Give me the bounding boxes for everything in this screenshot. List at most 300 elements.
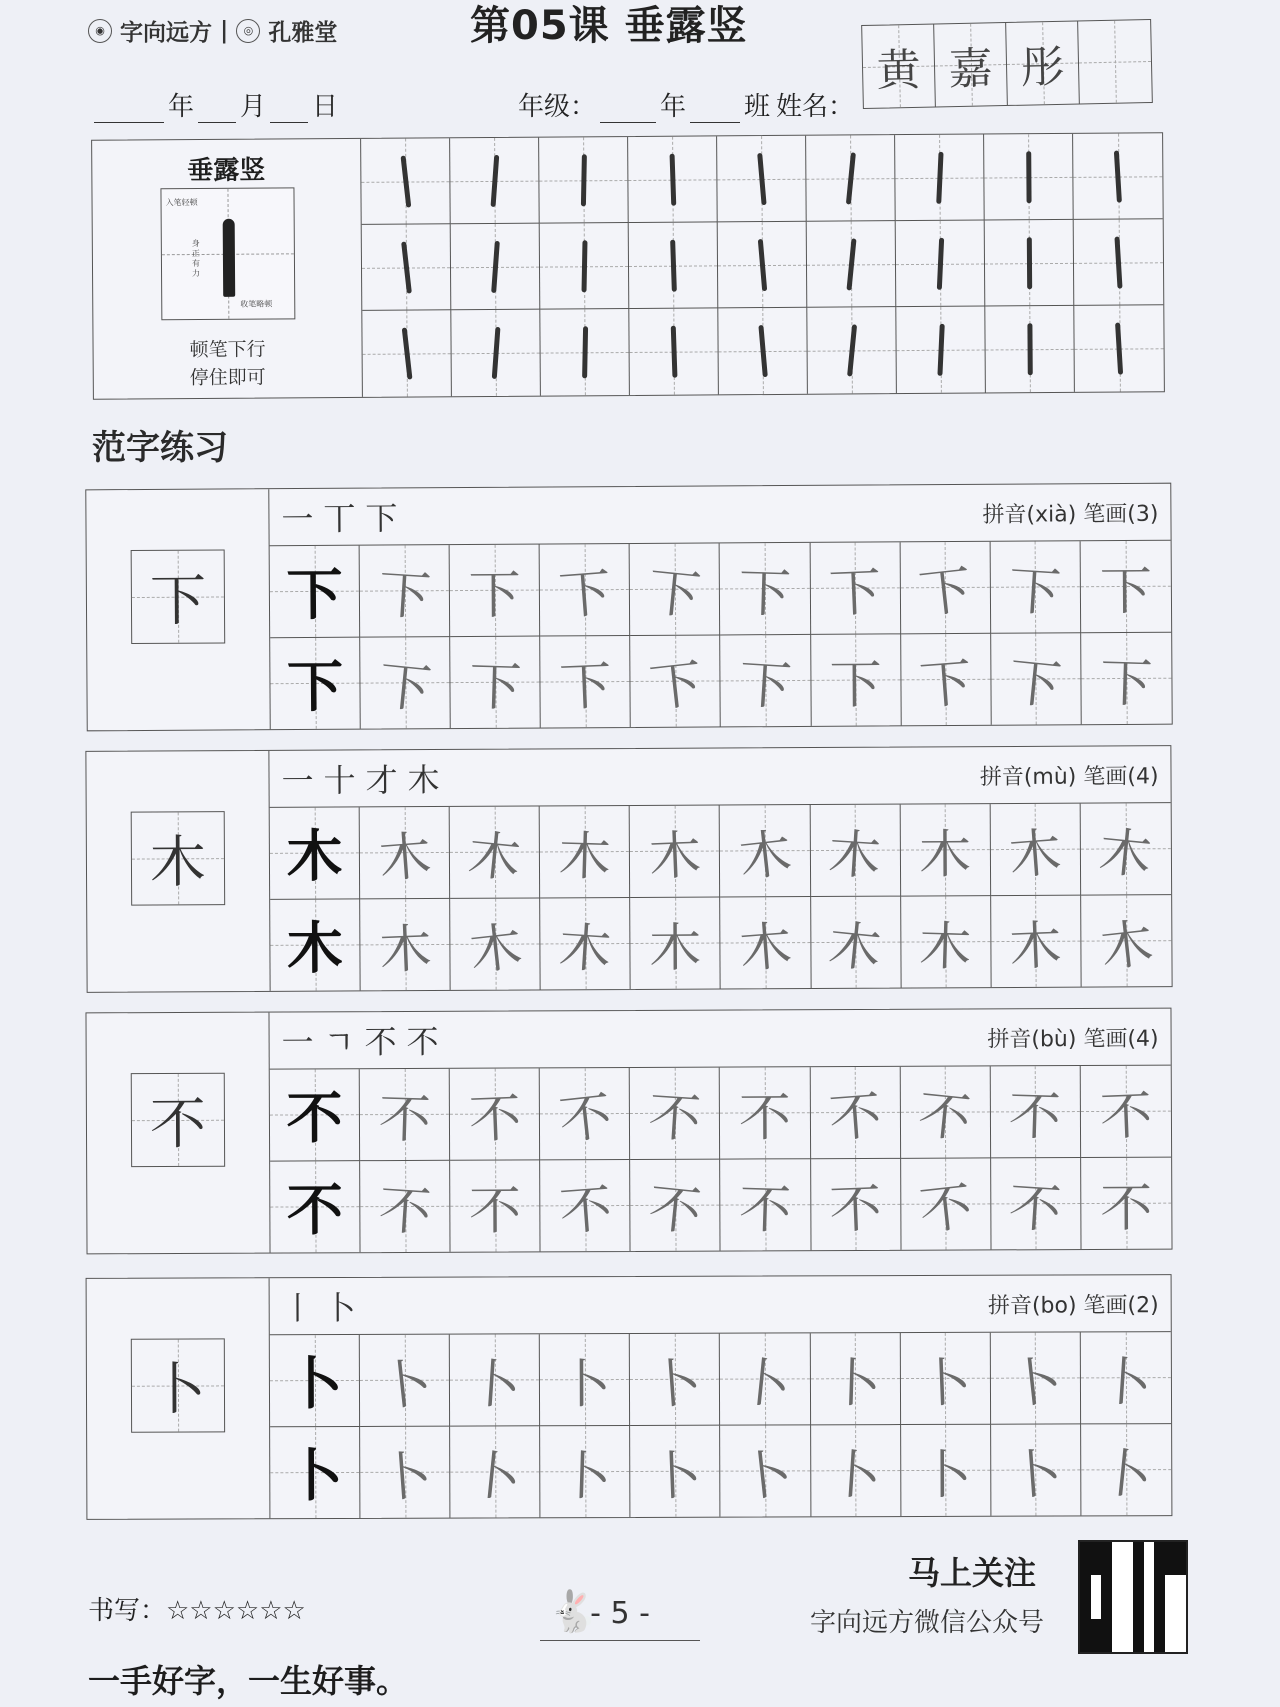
handwritten-character-cell[interactable] (540, 635, 631, 727)
rabbit-icon: 🐇 (548, 1589, 598, 1635)
handwritten-character: 不 (645, 1178, 704, 1243)
vertical-stroke-mark (937, 324, 944, 376)
handwritten-character: 下 (645, 562, 704, 627)
handwritten-character-cell[interactable] (450, 1426, 540, 1518)
handwritten-character-cell[interactable] (900, 542, 991, 634)
stroke-order: 一丅下 (281, 499, 408, 539)
handwritten-character-cell[interactable] (810, 1333, 900, 1425)
printed-character: 下 (286, 653, 344, 721)
handwritten-character-cell[interactable] (450, 1068, 541, 1160)
character-header (269, 746, 1170, 808)
stroke-practice-cell[interactable] (628, 136, 718, 223)
date-line (90, 86, 338, 123)
handwritten-character-cell[interactable] (1081, 803, 1172, 895)
handwritten-character-cell[interactable] (900, 1066, 991, 1158)
month-blank[interactable] (198, 96, 236, 123)
handwritten-character-cell[interactable] (901, 1424, 991, 1516)
vertical-stroke-mark (1114, 236, 1122, 288)
character-practice-block (85, 483, 1172, 732)
diagram-label: 身正有力 (191, 238, 201, 279)
brand-header (88, 14, 337, 47)
handwritten-character: 木 (1007, 822, 1064, 887)
year-label: 年 (168, 92, 195, 122)
handwritten-character-cell[interactable] (360, 898, 451, 990)
handwritten-character-cell[interactable] (360, 1426, 450, 1518)
stroke-practice-cell[interactable] (717, 136, 807, 223)
vertical-stroke-mark (936, 151, 943, 203)
handwritten-character: 下 (1099, 561, 1153, 622)
handwritten-character: 木 (919, 824, 972, 886)
year-blank[interactable] (94, 96, 164, 123)
handwritten-character: 下 (468, 565, 521, 626)
handwritten-character-cell[interactable] (811, 1158, 901, 1250)
handwritten-character: 卜 (919, 1445, 972, 1506)
handwritten-character-cell[interactable] (540, 1159, 630, 1251)
stroke-practice-cell[interactable] (361, 138, 451, 225)
class-label: 班 (744, 92, 771, 122)
handwritten-character: 卜 (1096, 1442, 1155, 1508)
handwritten-character-cell[interactable] (1081, 1424, 1171, 1516)
model-character-cell[interactable] (270, 899, 361, 991)
handwritten-character-cell[interactable] (811, 1425, 901, 1517)
pinyin-label: 拼音(bo) (987, 1292, 1077, 1319)
character-meta (987, 1021, 1158, 1053)
handwritten-character-cell[interactable] (360, 1335, 450, 1427)
character-meta (982, 496, 1158, 528)
character-practice-block (86, 1274, 1173, 1520)
handwritten-character-cell[interactable] (721, 634, 812, 726)
handwritten-character-cell[interactable] (900, 1333, 990, 1425)
model-column (86, 489, 270, 730)
handwritten-character: 卜 (376, 1352, 435, 1419)
stroke-practice-cell[interactable] (451, 224, 541, 311)
handwritten-character: 木 (649, 918, 702, 979)
handwritten-character-cell[interactable] (630, 1425, 720, 1517)
stroke-tip: 顿笔下行 停住即可 (189, 338, 266, 390)
handwritten-character: 不 (827, 1085, 884, 1150)
handwritten-character: 木 (826, 823, 883, 888)
character-header (269, 484, 1170, 547)
strokes-label: 笔画(2) (1083, 1292, 1159, 1318)
page-number: - 5 - (590, 1596, 650, 1631)
handwritten-character-cell[interactable] (360, 807, 451, 899)
handwritten-character: 下 (556, 563, 614, 627)
handwritten-character-cell[interactable] (360, 1069, 450, 1161)
handwritten-character: 卜 (736, 1443, 795, 1509)
handwritten-character: 下 (646, 653, 706, 720)
handwritten-character-cell[interactable] (631, 635, 722, 727)
model-character: 木 (149, 830, 207, 896)
character-grid[interactable] (270, 1066, 1172, 1253)
handwritten-character: 不 (917, 1176, 976, 1242)
stroke-practice-cell[interactable] (807, 221, 897, 308)
handwritten-character: 木 (736, 823, 795, 889)
model-character-box (131, 549, 226, 644)
model-character-box (131, 811, 225, 905)
stroke-practice-cell[interactable] (718, 222, 808, 309)
stroke-practice-cell[interactable] (806, 135, 896, 222)
printed-character: 木 (286, 823, 343, 891)
vertical-stroke-mark (1027, 323, 1032, 375)
handwritten-character: 卜 (647, 1352, 704, 1417)
handwritten-character: 下 (828, 562, 883, 625)
handwritten-character: 卜 (735, 1351, 794, 1417)
printed-character: 不 (286, 1177, 344, 1244)
printed-character: 下 (286, 562, 343, 629)
stroke-title: 垂露竖 (187, 155, 266, 187)
stroke-order: 丨卜 (281, 1288, 366, 1328)
name-cell[interactable]: 嘉 (934, 23, 1008, 106)
vertical-stroke-mark (758, 325, 767, 377)
model-character-cell[interactable] (270, 546, 361, 638)
write-rating: 书写：☆☆☆☆☆☆ (88, 1596, 306, 1626)
stroke-grid[interactable] (361, 133, 1164, 397)
class-line (518, 86, 854, 123)
model-character: 不 (149, 1091, 207, 1158)
stroke-practice-cell[interactable] (362, 310, 452, 397)
name-cell[interactable] (1078, 20, 1152, 103)
handwritten-character: 卜 (827, 1444, 883, 1508)
handwritten-character: 不 (1098, 1085, 1154, 1148)
vertical-stroke-mark (401, 327, 412, 379)
handwritten-character: 卜 (648, 1445, 703, 1508)
model-character-cell[interactable] (270, 1426, 360, 1518)
model-character-box (131, 1073, 225, 1167)
handwritten-character: 卜 (465, 1444, 524, 1510)
handwritten-character-cell[interactable] (991, 1158, 1081, 1250)
handwritten-character: 卜 (918, 1352, 973, 1415)
stroke-practice-cell[interactable] (807, 307, 897, 394)
vertical-stroke-mark (847, 324, 857, 376)
handwritten-character: 卜 (1007, 1443, 1065, 1508)
handwritten-character: 木 (1097, 913, 1157, 979)
handwritten-character: 木 (1008, 915, 1064, 978)
strokes-label: 笔画(3) (1083, 501, 1159, 527)
character-header (269, 1009, 1170, 1070)
handwritten-character: 木 (376, 826, 434, 890)
stroke-practice-cell[interactable] (896, 221, 986, 308)
handwritten-character-cell[interactable] (900, 804, 991, 896)
diagram-label: 入笔轻顿 (165, 198, 198, 208)
stroke-practice-cell[interactable] (629, 222, 719, 309)
stroke-practice-cell[interactable] (629, 308, 719, 395)
handwritten-character: 不 (646, 1086, 703, 1151)
lesson-title: 第05课 垂露竖 (470, 3, 748, 49)
name-grid[interactable] (861, 19, 1153, 109)
handwritten-character: 木 (737, 916, 795, 980)
brand-right: 孔雅堂 (268, 19, 338, 46)
strokes-label: 笔画(4) (1083, 1026, 1159, 1052)
brand-separator: | (220, 17, 229, 44)
handwritten-character-cell[interactable] (1081, 1332, 1171, 1424)
handwritten-character: 木 (918, 916, 973, 978)
handwritten-character-cell[interactable] (991, 895, 1082, 987)
handwritten-character-cell[interactable] (1080, 541, 1171, 633)
model-character-cell[interactable] (270, 1335, 360, 1427)
slogan: 一手好字，一生好事。 (88, 1662, 409, 1700)
handwritten-character-cell[interactable] (811, 634, 902, 726)
page-underline (540, 1640, 700, 1641)
handwritten-character: 不 (915, 1084, 974, 1150)
handwritten-character: 木 (557, 826, 612, 888)
character-meta (980, 759, 1159, 791)
handwritten-character: 卜 (466, 1353, 523, 1417)
model-column (86, 751, 270, 992)
stroke-practice-cell[interactable] (984, 134, 1074, 221)
handwritten-character-cell[interactable] (450, 898, 541, 990)
stroke-practice-cell[interactable] (539, 137, 629, 224)
handwritten-character-cell[interactable] (450, 636, 541, 728)
vertical-stroke-mark (490, 154, 499, 206)
handwritten-character-cell[interactable] (540, 1334, 630, 1426)
handwritten-character-cell[interactable] (901, 1158, 992, 1250)
handwritten-character-cell[interactable] (540, 544, 631, 636)
handwritten-character-cell[interactable] (450, 1334, 540, 1426)
handwritten-character: 不 (468, 1181, 522, 1242)
handwritten-character: 下 (558, 655, 613, 719)
handwritten-character: 不 (376, 1180, 433, 1244)
vertical-stroke-mark (1026, 151, 1031, 203)
handwritten-character-cell[interactable] (540, 1425, 630, 1517)
printed-character: 卜 (286, 1443, 343, 1510)
printed-character: 卜 (286, 1351, 343, 1418)
handwritten-character-cell[interactable] (360, 637, 451, 729)
handwritten-character: 下 (737, 563, 792, 625)
handwritten-character: 木 (826, 915, 884, 980)
stroke-practice-cell[interactable] (895, 135, 985, 222)
stroke-practice-cell[interactable] (451, 310, 541, 397)
handwritten-character: 不 (467, 1088, 523, 1151)
handwritten-character: 卜 (1006, 1350, 1065, 1416)
handwritten-character-cell[interactable] (991, 633, 1082, 725)
handwritten-character: 卜 (377, 1445, 434, 1510)
printed-character: 木 (286, 915, 344, 983)
grade-year-label: 年 (660, 92, 687, 122)
handwritten-character-cell[interactable] (721, 897, 812, 989)
name-cell[interactable]: 彤 (1006, 22, 1080, 105)
handwritten-character-cell[interactable] (450, 545, 541, 637)
practice-title: 范字练习 (92, 428, 228, 468)
handwritten-character-cell[interactable] (360, 545, 451, 637)
vertical-stroke-mark (757, 238, 766, 290)
character-meta (988, 1288, 1159, 1320)
handwritten-character: 不 (557, 1179, 614, 1243)
stroke-practice-cell[interactable] (362, 224, 452, 311)
stroke-practice-cell[interactable] (718, 308, 808, 395)
handwritten-character-cell[interactable] (1081, 895, 1172, 987)
handwritten-character-cell[interactable] (360, 1160, 450, 1252)
handwritten-character: 下 (375, 655, 434, 721)
model-character-cell[interactable] (270, 1069, 360, 1161)
stroke-diagram (160, 187, 295, 320)
handwritten-character: 木 (378, 918, 433, 981)
handwritten-character: 木 (556, 917, 613, 981)
handwritten-character-cell[interactable] (540, 806, 631, 898)
handwritten-character-cell[interactable] (990, 541, 1081, 633)
handwritten-character-cell[interactable] (811, 896, 902, 988)
stroke-practice-cell[interactable] (1074, 219, 1164, 306)
handwritten-character-cell[interactable] (810, 542, 901, 634)
stroke-practice-cell[interactable] (1074, 305, 1164, 392)
vertical-stroke-mark (1115, 322, 1123, 374)
name-label: 姓名： (776, 92, 855, 122)
printed-character: 不 (286, 1085, 343, 1152)
handwritten-character: 不 (738, 1179, 793, 1241)
vertical-stroke-mark (936, 237, 943, 289)
handwritten-character: 下 (468, 656, 522, 719)
brand-seal-icon: ◎ (236, 19, 260, 43)
handwritten-character: 不 (1008, 1086, 1062, 1148)
vertical-stroke-mark (670, 326, 677, 378)
stroke-practice-cell[interactable] (540, 223, 630, 310)
stroke-order: 一ㄱ不不 (281, 1022, 449, 1062)
model-column (87, 1278, 271, 1519)
vertical-stroke-mark (1114, 150, 1122, 202)
vertical-stroke-mark (581, 240, 587, 292)
handwritten-character: 下 (1006, 651, 1065, 717)
handwritten-character-cell[interactable] (630, 1334, 720, 1426)
handwritten-character: 下 (916, 560, 975, 626)
stroke-practice-cell[interactable] (450, 138, 540, 225)
vertical-stroke-mark (669, 153, 676, 205)
stroke-practice-panel (91, 132, 1165, 399)
pinyin-label: 拼音(bù) (987, 1026, 1077, 1052)
vertical-stroke-mark (670, 239, 677, 291)
handwritten-character-cell[interactable] (631, 1159, 721, 1251)
handwritten-character-cell[interactable] (721, 1159, 812, 1251)
qr-code-icon[interactable] (1078, 1540, 1188, 1654)
handwritten-character-cell[interactable] (1081, 632, 1172, 724)
handwritten-character-cell[interactable] (901, 633, 992, 725)
handwritten-character: 木 (647, 825, 703, 888)
handwritten-character-cell[interactable] (1081, 1066, 1171, 1158)
handwritten-character: 不 (1007, 1177, 1064, 1241)
character-grid[interactable] (270, 541, 1172, 730)
handwritten-character-cell[interactable] (630, 1068, 720, 1160)
handwritten-character-cell[interactable] (901, 896, 992, 988)
stroke-practice-cell[interactable] (540, 309, 630, 396)
character-grid[interactable] (270, 1332, 1172, 1518)
handwritten-character-cell[interactable] (991, 1424, 1081, 1516)
vertical-stroke-mark (582, 326, 588, 378)
handwritten-character-cell[interactable] (810, 1067, 900, 1159)
handwritten-character: 木 (465, 824, 523, 890)
handwritten-character-cell[interactable] (990, 804, 1081, 896)
grade-blank[interactable] (600, 96, 656, 123)
model-character-cell[interactable] (270, 807, 361, 899)
strokes-label: 笔画(4) (1083, 763, 1159, 790)
handwritten-character-cell[interactable] (810, 805, 901, 897)
handwritten-character-cell[interactable] (450, 806, 541, 898)
stroke-practice-cell[interactable] (896, 307, 986, 394)
handwritten-character-cell[interactable] (721, 1425, 811, 1517)
account-label: 字向远方微信公众号 (810, 1608, 1045, 1638)
handwritten-character: 卜 (1097, 1351, 1154, 1415)
vertical-stroke-mark (580, 154, 586, 206)
month-label: 月 (240, 92, 267, 122)
vertical-stroke-icon (223, 219, 236, 297)
handwritten-character-cell[interactable] (540, 1068, 630, 1160)
grade-label: 年级： (518, 92, 597, 122)
follow-label: 马上关注 (908, 1554, 1037, 1592)
handwritten-character: 卜 (557, 1446, 612, 1508)
handwritten-character-cell[interactable] (720, 1067, 811, 1159)
practice-column (269, 1009, 1171, 1253)
handwritten-character: 木 (1096, 821, 1155, 887)
vertical-stroke-mark (1026, 237, 1031, 289)
stroke-practice-cell[interactable] (985, 220, 1075, 307)
handwritten-character: 不 (1100, 1178, 1153, 1239)
vertical-stroke-mark (757, 152, 766, 204)
model-character-cell[interactable] (270, 637, 361, 729)
stroke-practice-cell[interactable] (985, 306, 1075, 393)
brand-logo-icon: ◉ (88, 19, 112, 43)
handwritten-character: 下 (737, 654, 794, 718)
handwritten-character: 不 (738, 1088, 792, 1149)
day-blank[interactable] (270, 96, 308, 123)
brand-left: 字向远方 (120, 19, 212, 46)
handwritten-character: 不 (556, 1086, 615, 1152)
handwritten-character-cell[interactable] (991, 1332, 1081, 1424)
handwritten-character-cell[interactable] (720, 1333, 810, 1425)
character-header (270, 1275, 1171, 1335)
model-character: 卜 (149, 1357, 207, 1423)
handwritten-character-cell[interactable] (631, 897, 722, 989)
handwritten-character-cell[interactable] (630, 543, 721, 635)
pinyin-label: 拼音(mù) (979, 764, 1077, 790)
handwritten-character: 下 (1099, 652, 1154, 715)
stroke-order: 一十才木 (281, 760, 450, 800)
practice-column (269, 484, 1171, 729)
handwritten-character: 下 (917, 652, 975, 717)
handwritten-character-cell[interactable] (1081, 1157, 1171, 1249)
handwritten-character-cell[interactable] (450, 1160, 541, 1252)
name-cell[interactable]: 黄 (862, 25, 936, 108)
character-practice-block (85, 1008, 1172, 1255)
stroke-practice-cell[interactable] (1073, 133, 1163, 220)
vertical-stroke-mark (400, 155, 411, 207)
handwritten-character-cell[interactable] (991, 1066, 1081, 1158)
pinyin-label: 拼音(xià) (982, 501, 1077, 528)
handwritten-character: 木 (466, 916, 525, 983)
handwritten-character: 不 (828, 1178, 883, 1241)
character-grid[interactable] (270, 803, 1172, 991)
handwritten-character: 不 (377, 1088, 432, 1151)
handwritten-character-cell[interactable] (540, 897, 631, 989)
vertical-stroke-mark (491, 240, 500, 292)
handwritten-character: 下 (1007, 560, 1063, 624)
handwritten-character: 下 (829, 655, 882, 716)
diagram-label: 收笔略顿 (240, 299, 273, 309)
stroke-guide (92, 139, 363, 399)
character-practice-block (85, 745, 1172, 993)
handwritten-character: 下 (376, 564, 433, 628)
handwritten-character-cell[interactable] (720, 543, 811, 635)
vertical-stroke-mark (491, 327, 500, 379)
vertical-stroke-mark (845, 152, 855, 204)
handwritten-character: 卜 (558, 1354, 611, 1415)
model-character-box (131, 1338, 225, 1432)
handwritten-character-cell[interactable] (720, 805, 811, 897)
model-character-cell[interactable] (270, 1161, 360, 1253)
practice-column (269, 746, 1171, 991)
handwritten-character: 卜 (827, 1353, 882, 1415)
day-label: 日 (312, 92, 339, 122)
practice-column (270, 1275, 1172, 1518)
model-column (86, 1013, 270, 1254)
handwritten-character-cell[interactable] (630, 806, 721, 898)
class-blank[interactable] (690, 96, 740, 123)
